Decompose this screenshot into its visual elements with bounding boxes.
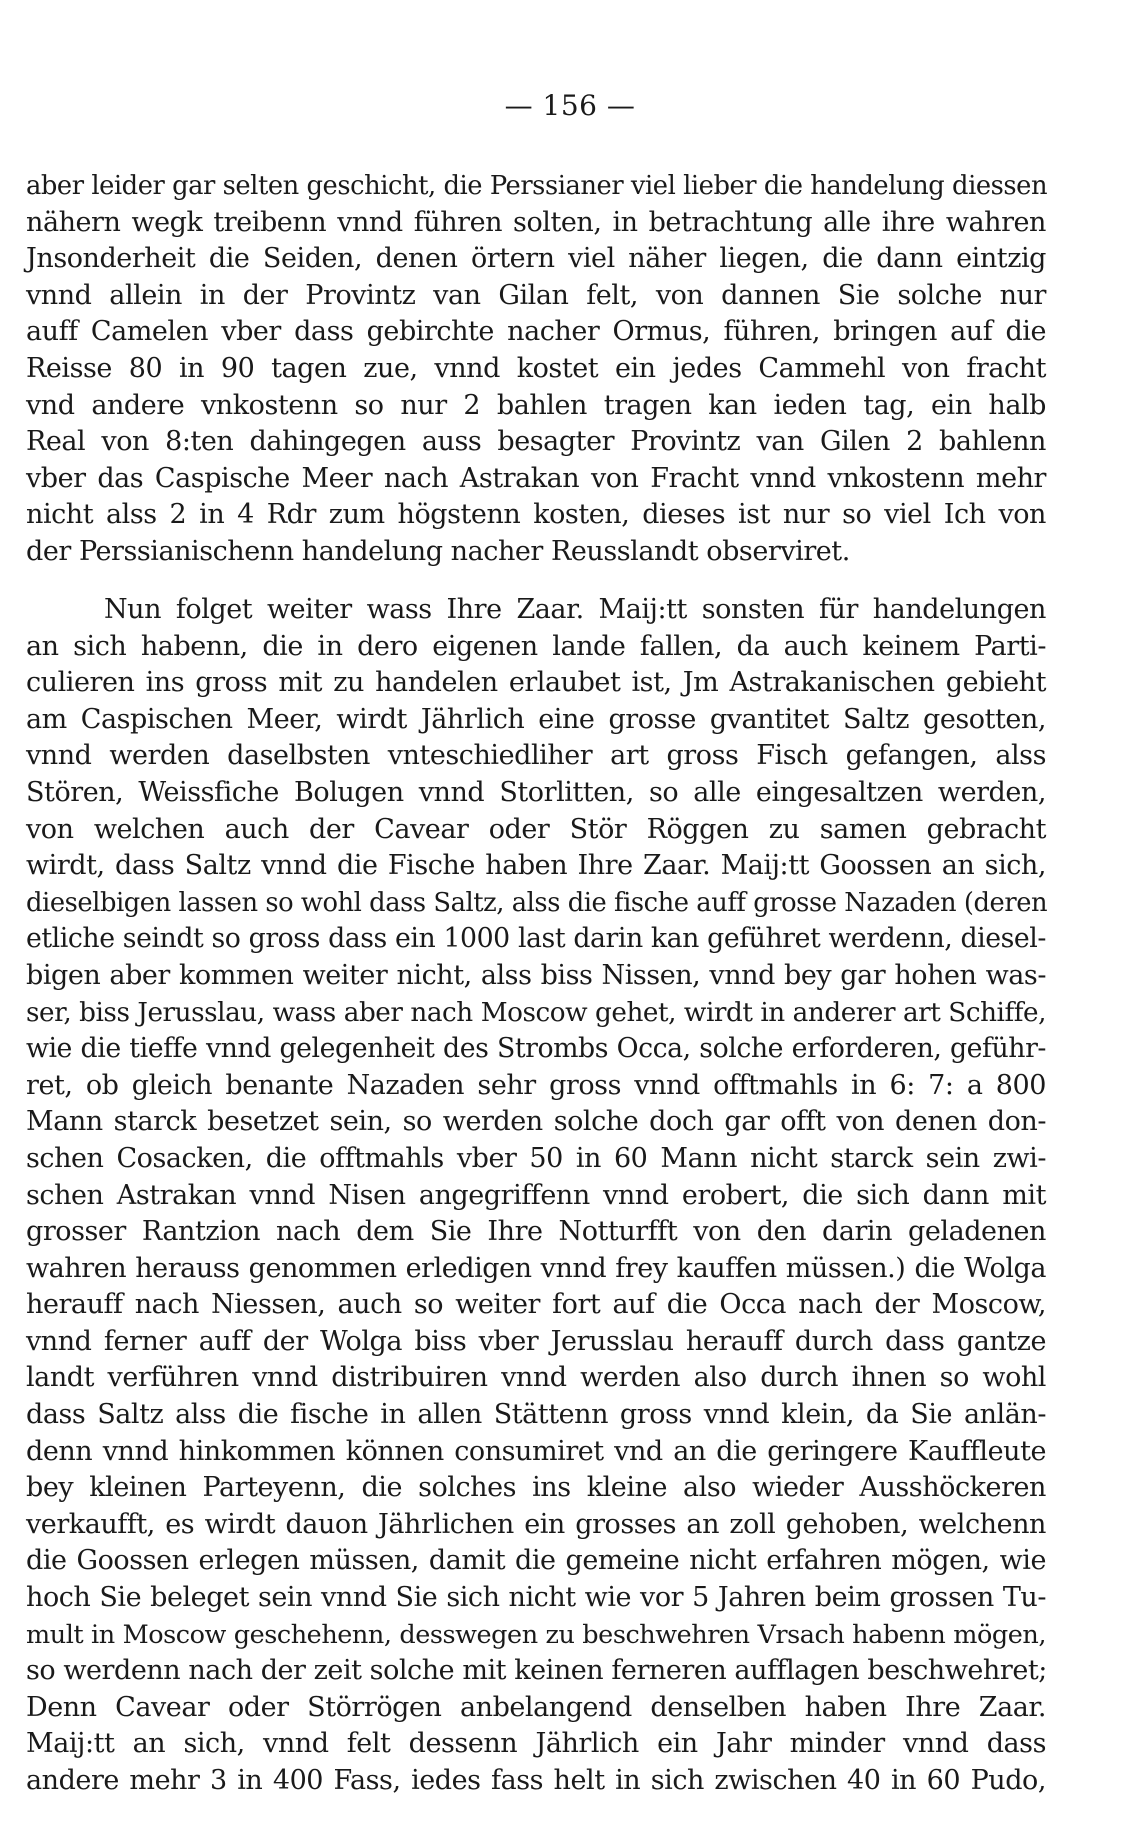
text-line: auff Camelen vber dass gebirchte nacher Ormus, führen, bringen auf die	[26, 316, 1046, 348]
text-line: wahren herauss genommen erledigen vnnd frey kauffen müssen.) die Wolga	[26, 1252, 1046, 1284]
text-line: etliche seindt so gross dass ein 1000 last darin kan geführet werdenn, diesel-	[26, 923, 1046, 955]
text-line: schen Cosacken, die offtmahls vber 50 in 60 Mann nicht starck sein zwi-	[26, 1142, 1046, 1174]
text-line: Stören, Weissfiche Bolugen vnnd Storlitten, so alle eingesaltzen werden,	[26, 776, 1046, 808]
text-line: hoch Sie beleget sein vnnd Sie sich nicht wie vor 5 Jahren beim grossen Tu-	[26, 1582, 1046, 1614]
text-line: von welchen auch der Cavear oder Stör Röggen zu samen gebracht	[26, 813, 1046, 845]
text-line: dass Saltz alss die fische in allen Stättenn gross vnnd klein, da Sie anlän-	[26, 1399, 1046, 1431]
text-line: denn vnnd hinkommen können consumiret vnd an die geringere Kauffleute	[26, 1435, 1046, 1467]
text-line: grosser Rantzion nach dem Sie Ihre Notturfft von den darin geladenen	[26, 1216, 1046, 1248]
text-line: Denn Cavear oder Störrögen anbelangend denselben haben Ihre Zaar.	[26, 1691, 1046, 1723]
text-line: dieselbigen lassen so wohl dass Saltz, alss die fische auff grosse Nazaden (deren	[26, 887, 1048, 918]
text-line: herauff nach Niessen, auch so weiter fort auf die Occa nach der Moscow,	[26, 1289, 1046, 1321]
text-line: so werdenn nach der zeit solche mit keinen ferneren aufflagen beschwehret;	[26, 1655, 1047, 1687]
text-line: Nun folget weiter wass Ihre Zaar. Maij:tt sonsten für handelungen	[104, 594, 1046, 625]
text-line: Reisse 80 in 90 tagen zue, vnnd kostet ein jedes Cammehl von fracht	[26, 352, 1046, 384]
paragraph-1	[26, 168, 1046, 571]
text-line: vnnd werden daselbsten vnteschiedliher art gross Fisch gefangen, alss	[26, 740, 1046, 772]
text-line: nähern wegk treibenn vnnd führen solten, in betrachtung alle ihre wahren	[26, 206, 1046, 238]
text-line: der Perssianischenn handelung nacher Reusslandt observiret.	[26, 535, 850, 567]
text-line: vnd andere vnkostenn so nur 2 bahlen tragen kan ieden tag, ein halb	[26, 389, 1046, 421]
text-line: culieren ins gross mit zu handelen erlaubet ist, Jm Astrakanischen gebieht	[26, 667, 1046, 699]
text-line: Maij:tt an sich, vnnd felt dessenn Jährlich ein Jahr minder vnnd dass	[26, 1728, 1046, 1760]
text-line: Jnsonderheit die Seiden, denen örtern viel näher liegen, die dann eintzig	[26, 243, 1046, 275]
text-line: bigen aber kommen weiter nicht, alss biss Nissen, vnnd bey gar hohen was-	[26, 959, 1046, 991]
text-line: ser, biss Jerusslau, wass aber nach Moscow gehet, wirdt in anderer art Schiffe,	[26, 997, 1046, 1028]
text-line: bey kleinen Parteyenn, die solches ins kleine also wieder Ausshöckeren	[26, 1472, 1046, 1504]
text-line: wie die tieffe vnnd gelegenheit des Strombs Occa, solche erforderen, geführ-	[26, 1033, 1046, 1065]
paragraph-2	[26, 592, 1046, 1800]
page-number: — 156 —	[504, 89, 636, 122]
text-line: schen Astrakan vnnd Nisen angegriffenn vnnd erobert, die sich dann mit	[26, 1179, 1046, 1211]
text-line: wirdt, dass Saltz vnnd die Fische haben Ihre Zaar. Maij:tt Goossen an sich,	[26, 850, 1046, 882]
text-line: am Caspischen Meer, wirdt Jährlich eine grosse gvantitet Saltz gesotten,	[26, 703, 1046, 735]
text-line: ret, ob gleich benante Nazaden sehr gross vnnd offtmahls in 6: 7: a 800	[26, 1069, 1046, 1101]
text-line: vnnd allein in der Provintz van Gilan felt, von dannen Sie solche nur	[26, 279, 1046, 311]
text-line: nicht alss 2 in 4 Rdr zum högstenn kosten, dieses ist nur so viel Ich von	[26, 499, 1046, 531]
text-line: an sich habenn, die in dero eigenen lande fallen, da auch keinem Parti-	[26, 630, 1046, 662]
text-line: andere mehr 3 in 400 Fass, iedes fass helt in sich zwischen 40 in 60 Pudo,	[26, 1765, 1046, 1796]
text-line: vnnd ferner auff der Wolga biss vber Jerusslau herauff durch dass gantze	[26, 1325, 1046, 1357]
text-line: landt verführen vnnd distribuiren vnnd werden also durch ihnen so wohl	[26, 1362, 1046, 1394]
text-line: mult in Moscow geschehenn, desswegen zu beschwehren Vrsach habenn mögen,	[26, 1619, 1046, 1650]
text-line: Mann starck besetzet sein, so werden solche doch gar offt von denen don-	[26, 1106, 1046, 1138]
text-line: verkaufft, es wirdt dauon Jährlichen ein grosses an zoll gehoben, welchenn	[26, 1508, 1046, 1540]
text-line: die Goossen erlegen müssen, damit die gemeine nicht erfahren mögen, wie	[26, 1545, 1046, 1577]
text-line: vber das Caspische Meer nach Astrakan von Fracht vnnd vnkostenn mehr	[26, 462, 1046, 494]
text-line: aber leider gar selten geschicht, die Perssianer viel lieber die handelung diessen	[26, 171, 1048, 201]
text-line: Real von 8:ten dahingegen auss besagter Provintz van Gilen 2 bahlenn	[26, 426, 1046, 458]
